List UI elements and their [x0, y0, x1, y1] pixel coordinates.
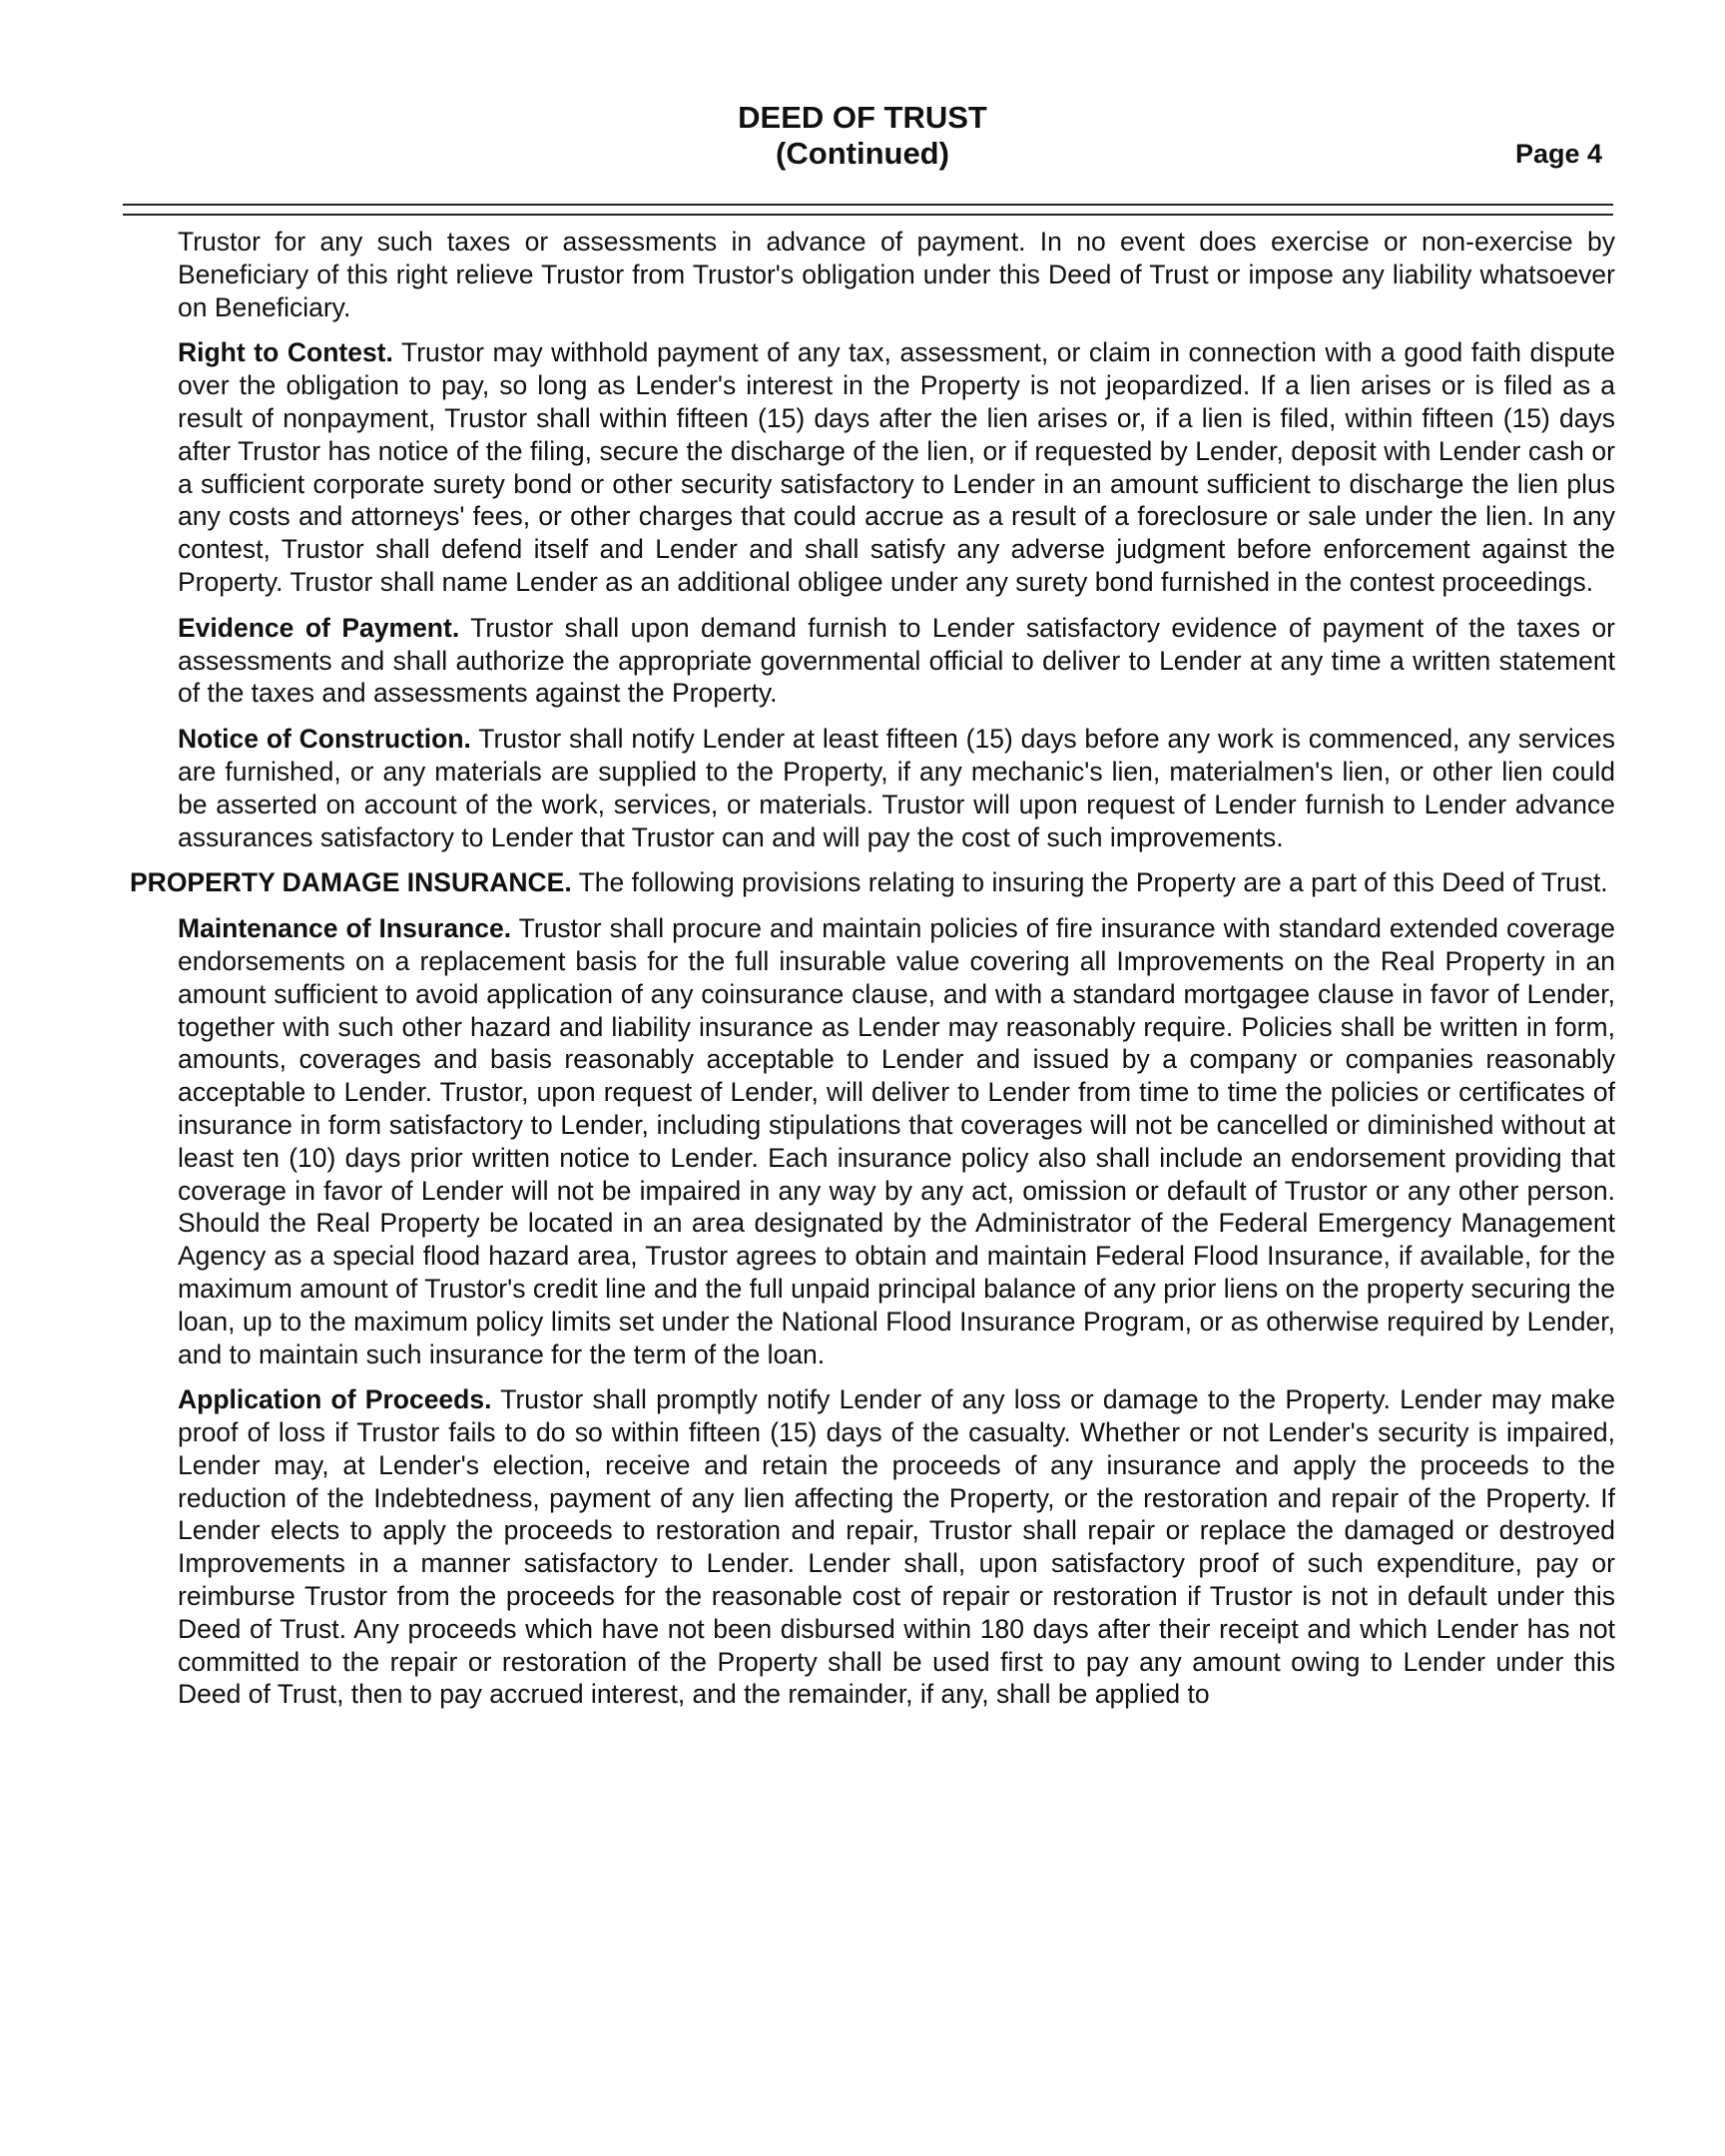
evidence-of-payment-paragraph [178, 612, 1615, 710]
maintenance-of-insurance-heading: Maintenance of Insurance. [178, 913, 512, 944]
right-to-contest-text: Trustor may withhold payment of any tax, assessment, or claim in connection with a good faith dispute over the obligation to pay, so long as Lender's interest in the Property is not jeopardized. If a lien arises or is filed as a result of nonpayment, Trustor shall within fifteen (15) days after the lien arises or, if a lien is filed, within fifteen (15) days after Trustor has notice of the filing, secure the discharge of the lien, or if requested by Lender, deposit with Lender cash or a sufficient corporate surety bond or other security satisfactory to Lender in an amount sufficient to discharge the lien plus any costs and attorneys' fees, or other charges that could accrue as a result of a foreclosure or sale under the lien. In any contest, Trustor shall defend itself and Lender and shall satisfy any adverse judgment before enforcement against the Property. Trustor shall name Lender as an additional obligee under any surety bond furnished in the contest proceedings. [178, 337, 1615, 597]
notice-of-construction-paragraph [178, 723, 1615, 853]
property-damage-insurance-text: The following provisions relating to insuring the Property are a part of this Deed of Trust. [578, 867, 1608, 898]
notice-of-construction-text: Trustor shall notify Lender at least fifteen (15) days before any work is commenced, any services are furnished, or any materials are supplied to the Property, if any mechanic's lien, materialmen's lien, or other lien could be asserted on account of the work, services, or materials. Trustor will upon request of Lender furnish to Lender advance assurances satisfactory to Lender that Trustor can and will pay the cost of such improvements. [178, 724, 1615, 852]
document-subtitle: (Continued) [776, 136, 949, 171]
application-of-proceeds-heading: Application of Proceeds. [178, 1384, 492, 1415]
maintenance-of-insurance-paragraph [178, 912, 1615, 1370]
right-to-contest-paragraph [178, 336, 1615, 598]
page-number: Page 4 [1515, 139, 1603, 169]
application-of-proceeds-paragraph [178, 1383, 1615, 1711]
property-damage-insurance-heading: PROPERTY DAMAGE INSURANCE. [130, 867, 572, 898]
document-body [0, 226, 1725, 1724]
notice-of-construction-heading: Notice of Construction. [178, 724, 471, 755]
continuation-paragraph [178, 226, 1615, 323]
header-rule-top [123, 204, 1613, 206]
evidence-of-payment-heading: Evidence of Payment. [178, 612, 460, 643]
continuation-text: Trustor for any such taxes or assessments in advance of payment. In no event does exercise or non-exercise by Beneficiary of this right relieve Trustor from Trustor's obligation under this Deed of Trust or impose any liability whatsoever on Beneficiary. [178, 227, 1615, 322]
property-damage-insurance-paragraph [130, 866, 1615, 899]
header-rule-bottom [123, 214, 1613, 216]
maintenance-of-insurance-text: Trustor shall procure and maintain policies of fire insurance with standard extended coverage endorsements on a replacement basis for the full insurable value covering all Improvements on the Real Property in an amount sufficient to avoid application of any coinsurance clause, and with a standard mortgagee clause in favor of Lender, together with such other hazard and liability insurance as Lender may reasonably require. Policies shall be written in form, amounts, coverages and basis reasonably acceptable to Lender and issued by a company or companies reasonably acceptable to Lender. Trustor, upon request of Lender, will deliver to Lender from time to time the policies or certificates of insurance in form satisfactory to Lender, including stipulations that coverages will not be cancelled or diminished without at least ten (10) days prior written notice to Lender. Each insurance policy also shall include an endorsement providing that coverage in favor of Lender will not be impaired in any way by any act, omission or default of Trustor or any other person. Should the Real Property be located in an area designated by the Administrator of the Federal Emergency Management Agency as a special flood hazard area, Trustor agrees to obtain and maintain Federal Flood Insurance, if available, for the maximum amount of Trustor's credit line and the full unpaid principal balance of any prior liens on the property securing the loan, up to the maximum policy limits set under the National Flood Insurance Program, or as otherwise required by Lender, and to maintain such insurance for the term of the loan. [178, 913, 1615, 1369]
evidence-of-payment-text: Trustor shall upon demand furnish to Lender satisfactory evidence of payment of the taxes or assessments and shall authorize the appropriate governmental official to deliver to Lender at any time a written statement of the taxes and assessments against the Property. [178, 612, 1616, 709]
document-title: DEED OF TRUST [738, 100, 987, 135]
application-of-proceeds-text: Trustor shall promptly notify Lender of any loss or damage to the Property. Lender may make proof of loss if Trustor fails to do so within fifteen (15) days of the casualty. Whether or not Lender's security is impaired, Lender may, at Lender's election, receive and retain the proceeds of any insurance and apply the proceeds to the reduction of the Indebtedness, payment of any lien affecting the Property, or the restoration and repair of the Property. If Lender elects to apply the proceeds to restoration and repair, Trustor shall repair or replace the damaged or destroyed Improvements in a manner satisfactory to Lender. Lender shall, upon satisfactory proof of such expenditure, pay or reimburse Trustor from the proceeds for the reasonable cost of repair or restoration if Trustor is not in default under this Deed of Trust. Any proceeds which have not been disbursed within 180 days after their receipt and which Lender has not committed to the repair or restoration of the Property shall be used first to pay any amount owing to Lender under this Deed of Trust, then to pay accrued interest, and the remainder, if any, shall be applied to [178, 1384, 1615, 1710]
document-header [0, 100, 1725, 172]
right-to-contest-heading: Right to Contest. [178, 337, 393, 368]
